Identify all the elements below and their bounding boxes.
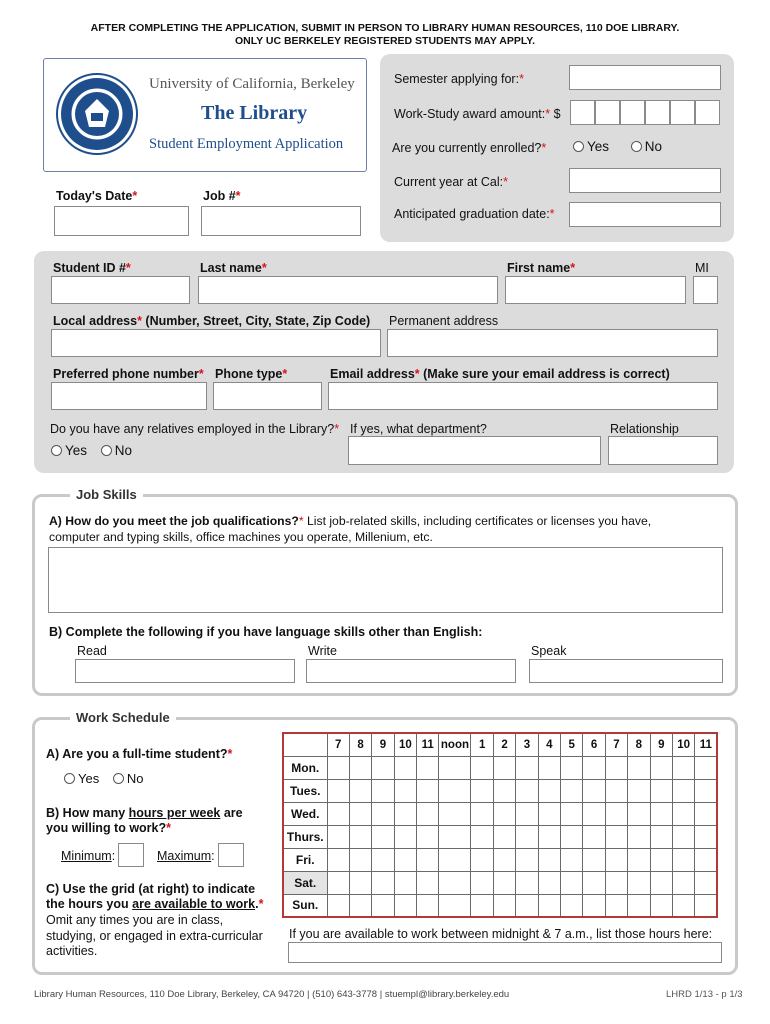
relatives-no-radio[interactable]: No <box>101 443 132 458</box>
hours-per-week-question: B) How many hours per week are <box>46 806 243 820</box>
full-time-radio-group <box>64 771 153 786</box>
current-year-field[interactable] <box>569 168 721 193</box>
todays-date-label: Today's Date* <box>56 189 138 203</box>
submission-banner <box>0 22 770 48</box>
availability-cell[interactable] <box>605 779 627 802</box>
availability-cell[interactable] <box>349 779 371 802</box>
footer-address: Library Human Resources, 110 Doe Library, Berkeley, CA 94720 | (510) 643-3778 | stuempl@library.berkeley.edu <box>34 989 510 1000</box>
semester-field[interactable] <box>569 65 721 90</box>
availability-cell[interactable] <box>439 871 471 894</box>
grid-day-row <box>283 871 717 894</box>
grid-hour-header: noon <box>439 733 471 756</box>
first-name-field[interactable] <box>505 276 686 304</box>
full-time-no-radio[interactable]: No <box>113 771 144 786</box>
availability-cell[interactable] <box>695 756 717 779</box>
grid-hour-header: 11 <box>417 733 439 756</box>
availability-cell[interactable] <box>695 848 717 871</box>
availability-cell[interactable] <box>327 756 349 779</box>
availability-cell[interactable] <box>583 756 605 779</box>
todays-date-field[interactable] <box>54 206 189 236</box>
availability-cell[interactable] <box>417 825 439 848</box>
last-name-label: Last name* <box>200 261 267 275</box>
availability-cell[interactable] <box>394 756 416 779</box>
availability-cell[interactable] <box>327 825 349 848</box>
minimum-label: Minimum: <box>61 849 116 863</box>
availability-cell[interactable] <box>372 894 394 917</box>
grid-hour-header: 2 <box>493 733 515 756</box>
grid-day-row <box>283 779 717 802</box>
availability-cell[interactable] <box>394 871 416 894</box>
enrolled-no-radio[interactable]: No <box>631 139 662 154</box>
qualifications-field[interactable] <box>48 547 723 613</box>
qualifications-question: A) How do you meet the job qualifications?* List job-related skills, including certificates or licenses you have, <box>49 514 652 528</box>
availability-cell[interactable] <box>327 871 349 894</box>
availability-cell[interactable] <box>439 802 471 825</box>
grid-day-row <box>283 848 717 871</box>
availability-cell[interactable] <box>695 894 717 917</box>
availability-cell[interactable] <box>349 802 371 825</box>
availability-cell[interactable] <box>417 871 439 894</box>
availability-cell[interactable] <box>394 848 416 871</box>
phone-label: Preferred phone number* <box>53 367 204 381</box>
local-address-field[interactable] <box>51 329 381 357</box>
availability-cell[interactable] <box>327 802 349 825</box>
availability-cell[interactable] <box>672 848 694 871</box>
form-title: Student Employment Application <box>149 136 344 152</box>
availability-cell[interactable] <box>650 779 672 802</box>
availability-cell[interactable] <box>327 848 349 871</box>
availability-cell[interactable] <box>650 871 672 894</box>
availability-cell[interactable] <box>561 756 583 779</box>
availability-cell[interactable] <box>650 802 672 825</box>
award-digit-1[interactable] <box>570 100 595 125</box>
grid-hour-header: 7 <box>605 733 627 756</box>
first-name-label: First name* <box>507 261 576 275</box>
availability-cell[interactable] <box>605 848 627 871</box>
local-address-label: Local address* (Number, Street, City, State, Zip Code) <box>53 314 371 328</box>
relatives-yes-radio[interactable]: Yes <box>51 443 87 458</box>
availability-cell[interactable] <box>605 894 627 917</box>
grid-hour-header: 8 <box>628 733 650 756</box>
availability-cell[interactable] <box>471 802 493 825</box>
email-label: Email address* (Make sure your email address is correct) <box>330 367 670 381</box>
speak-field[interactable] <box>529 659 723 683</box>
mi-label: MI <box>695 261 709 275</box>
grid-corner-cell <box>283 733 327 756</box>
grid-hour-header: 10 <box>394 733 416 756</box>
grid-day-label: Sat. <box>283 871 327 894</box>
availability-cell[interactable] <box>471 871 493 894</box>
availability-cell[interactable] <box>417 779 439 802</box>
availability-cell[interactable] <box>493 756 515 779</box>
read-field[interactable] <box>75 659 295 683</box>
availability-cell[interactable] <box>561 848 583 871</box>
availability-cell[interactable] <box>538 779 560 802</box>
speak-label: Speak <box>531 644 567 658</box>
footer-form-code: LHRD 1/13 - p 1/3 <box>666 989 743 1000</box>
grid-hour-header: 4 <box>538 733 560 756</box>
grid-day-row <box>283 825 717 848</box>
award-digit-2[interactable] <box>595 100 620 125</box>
availability-cell[interactable] <box>417 848 439 871</box>
availability-cell[interactable] <box>493 825 515 848</box>
permanent-address-label: Permanent address <box>389 314 499 328</box>
availability-cell[interactable] <box>538 756 560 779</box>
availability-cell[interactable] <box>493 848 515 871</box>
language-question: B) Complete the following if you have language skills other than English: <box>49 625 483 639</box>
availability-cell[interactable] <box>561 779 583 802</box>
work-schedule-title: Work Schedule <box>70 710 176 725</box>
grid-hour-header: 8 <box>349 733 371 756</box>
availability-cell[interactable] <box>628 848 650 871</box>
availability-cell[interactable] <box>394 825 416 848</box>
job-number-field[interactable] <box>201 206 361 236</box>
job-skills-title: Job Skills <box>70 487 143 502</box>
availability-cell[interactable] <box>372 825 394 848</box>
enrolled-radio-group <box>573 139 672 154</box>
availability-cell[interactable] <box>605 871 627 894</box>
phone-type-field[interactable] <box>213 382 322 410</box>
availability-cell[interactable] <box>349 825 371 848</box>
availability-cell[interactable] <box>394 779 416 802</box>
grid-hour-header: 9 <box>650 733 672 756</box>
grid-header-row <box>283 733 717 756</box>
maximum-hours-field[interactable] <box>218 843 244 867</box>
availability-cell[interactable] <box>349 871 371 894</box>
availability-cell[interactable] <box>327 894 349 917</box>
phone-type-label: Phone type* <box>215 367 288 381</box>
availability-cell[interactable] <box>538 894 560 917</box>
availability-cell[interactable] <box>561 802 583 825</box>
logo-card <box>43 58 367 172</box>
grid-day-row <box>283 894 717 917</box>
availability-cell[interactable] <box>583 894 605 917</box>
grid-day-label: Wed. <box>283 802 327 825</box>
relatives-radio-group <box>51 443 142 458</box>
availability-cell[interactable] <box>471 825 493 848</box>
relationship-field[interactable] <box>608 436 718 465</box>
availability-cell[interactable] <box>695 825 717 848</box>
grid-day-label: Mon. <box>283 756 327 779</box>
availability-cell[interactable] <box>628 779 650 802</box>
availability-cell[interactable] <box>516 848 538 871</box>
current-year-label: Current year at Cal:* <box>394 175 508 189</box>
availability-cell[interactable] <box>583 802 605 825</box>
availability-cell[interactable] <box>672 756 694 779</box>
availability-cell[interactable] <box>695 871 717 894</box>
availability-cell[interactable] <box>650 756 672 779</box>
availability-grid <box>282 732 718 918</box>
grid-instruction-line4: studying, or engaged in extra-curricular <box>46 929 263 943</box>
availability-cell[interactable] <box>327 779 349 802</box>
university-name: University of California, Berkeley <box>149 76 355 92</box>
availability-cell[interactable] <box>605 756 627 779</box>
full-time-question: A) Are you a full-time student?* <box>46 747 233 761</box>
availability-cell[interactable] <box>561 894 583 917</box>
availability-cell[interactable] <box>471 779 493 802</box>
availability-cell[interactable] <box>349 848 371 871</box>
grid-instruction-line2: the hours you are available to work.* <box>46 897 264 911</box>
write-label: Write <box>308 644 337 658</box>
enrolled-yes-radio[interactable]: Yes <box>573 139 609 154</box>
grid-day-label: Tues. <box>283 779 327 802</box>
availability-cell[interactable] <box>349 894 371 917</box>
availability-cell[interactable] <box>695 779 717 802</box>
availability-cell[interactable] <box>650 825 672 848</box>
email-field[interactable] <box>328 382 718 410</box>
availability-cell[interactable] <box>372 802 394 825</box>
grid-day-label: Fri. <box>283 848 327 871</box>
grid-day-label: Thurs. <box>283 825 327 848</box>
availability-cell[interactable] <box>493 894 515 917</box>
grid-day-row <box>283 756 717 779</box>
availability-cell[interactable] <box>672 871 694 894</box>
availability-cell[interactable] <box>372 848 394 871</box>
availability-cell[interactable] <box>628 894 650 917</box>
grid-instruction-line3: Omit any times you are in class, <box>46 913 224 927</box>
availability-cell[interactable] <box>493 802 515 825</box>
student-id-field[interactable] <box>51 276 190 304</box>
mi-field[interactable] <box>693 276 718 304</box>
job-number-label: Job #* <box>203 189 241 203</box>
availability-cell[interactable] <box>516 894 538 917</box>
availability-cell[interactable] <box>439 825 471 848</box>
availability-cell[interactable] <box>471 756 493 779</box>
availability-cell[interactable] <box>583 871 605 894</box>
availability-cell[interactable] <box>417 894 439 917</box>
grid-instruction-line5: activities. <box>46 944 98 958</box>
availability-cell[interactable] <box>583 825 605 848</box>
write-field[interactable] <box>306 659 516 683</box>
availability-cell[interactable] <box>583 779 605 802</box>
availability-cell[interactable] <box>628 802 650 825</box>
availability-cell[interactable] <box>628 871 650 894</box>
availability-cell[interactable] <box>417 802 439 825</box>
availability-cell[interactable] <box>561 825 583 848</box>
full-time-yes-radio[interactable]: Yes <box>64 771 99 786</box>
availability-cell[interactable] <box>493 779 515 802</box>
availability-cell[interactable] <box>538 871 560 894</box>
availability-cell[interactable] <box>561 871 583 894</box>
availability-cell[interactable] <box>628 825 650 848</box>
relatives-label: Do you have any relatives employed in the Library?* <box>50 422 340 436</box>
availability-cell[interactable] <box>538 848 560 871</box>
availability-cell[interactable] <box>672 894 694 917</box>
department-field[interactable] <box>348 436 601 465</box>
availability-cell[interactable] <box>538 825 560 848</box>
grid-hour-header: 5 <box>561 733 583 756</box>
award-digit-4[interactable] <box>645 100 670 125</box>
relationship-label: Relationship <box>610 422 679 436</box>
qualifications-question-line2: computer and typing skills, office machines you operate, Millenium, etc. <box>49 530 433 544</box>
availability-cell[interactable] <box>516 802 538 825</box>
grid-hour-header: 1 <box>471 733 493 756</box>
availability-cell[interactable] <box>628 756 650 779</box>
availability-cell[interactable] <box>672 779 694 802</box>
availability-cell[interactable] <box>493 871 515 894</box>
availability-cell[interactable] <box>439 779 471 802</box>
library-title: The Library <box>201 102 308 124</box>
availability-cell[interactable] <box>372 779 394 802</box>
banner-line-1: AFTER COMPLETING THE APPLICATION, SUBMIT IN PERSON TO LIBRARY HUMAN RESOURCES, 110 DOE LIBRARY. <box>90 22 680 34</box>
award-label: Work-Study award amount:* $ <box>394 107 561 121</box>
availability-cell[interactable] <box>439 848 471 871</box>
phone-field[interactable] <box>51 382 207 410</box>
graduation-date-label: Anticipated graduation date:* <box>394 207 555 221</box>
minimum-hours-field[interactable] <box>118 843 144 867</box>
enrolled-label: Are you currently enrolled?* <box>392 141 547 155</box>
award-digit-6[interactable] <box>695 100 720 125</box>
availability-cell[interactable] <box>439 894 471 917</box>
student-id-label: Student ID #* <box>53 261 131 275</box>
availability-cell[interactable] <box>417 756 439 779</box>
availability-cell[interactable] <box>650 894 672 917</box>
grid-day-row <box>283 802 717 825</box>
availability-cell[interactable] <box>516 756 538 779</box>
grid-hour-header: 3 <box>516 733 538 756</box>
availability-cell[interactable] <box>516 779 538 802</box>
availability-cell[interactable] <box>583 848 605 871</box>
availability-cell[interactable] <box>605 825 627 848</box>
grid-hour-header: 7 <box>327 733 349 756</box>
midnight-hours-field[interactable] <box>288 942 722 963</box>
availability-cell[interactable] <box>372 756 394 779</box>
uc-seal-icon <box>56 73 138 155</box>
availability-cell[interactable] <box>538 802 560 825</box>
grid-instruction-line1: C) Use the grid (at right) to indicate <box>46 882 256 896</box>
availability-cell[interactable] <box>672 825 694 848</box>
availability-cell[interactable] <box>471 894 493 917</box>
availability-cell[interactable] <box>439 756 471 779</box>
availability-cell[interactable] <box>695 802 717 825</box>
midnight-hours-label: If you are available to work between midnight & 7 a.m., list those hours here: <box>289 927 713 941</box>
read-label: Read <box>77 644 107 658</box>
availability-cell[interactable] <box>672 802 694 825</box>
availability-cell[interactable] <box>394 894 416 917</box>
grid-day-label: Sun. <box>283 894 327 917</box>
grid-hour-header: 11 <box>695 733 717 756</box>
maximum-label: Maximum: <box>157 849 215 863</box>
graduation-date-field[interactable] <box>569 202 721 227</box>
availability-cell[interactable] <box>394 802 416 825</box>
availability-cell[interactable] <box>471 848 493 871</box>
availability-cell[interactable] <box>650 848 672 871</box>
department-label: If yes, what department? <box>350 422 487 436</box>
award-digit-5[interactable] <box>670 100 695 125</box>
availability-cell[interactable] <box>516 871 538 894</box>
permanent-address-field[interactable] <box>387 329 718 357</box>
award-digit-3[interactable] <box>620 100 645 125</box>
banner-line-2: ONLY UC BERKELEY REGISTERED STUDENTS MAY APPLY. <box>234 35 536 47</box>
availability-cell[interactable] <box>516 825 538 848</box>
grid-hour-header: 6 <box>583 733 605 756</box>
hours-per-week-question-line2: you willing to work?* <box>46 821 172 835</box>
availability-cell[interactable] <box>349 756 371 779</box>
semester-label: Semester applying for:* <box>394 72 524 86</box>
last-name-field[interactable] <box>198 276 498 304</box>
grid-hour-header: 10 <box>672 733 694 756</box>
availability-cell[interactable] <box>605 802 627 825</box>
grid-hour-header: 9 <box>372 733 394 756</box>
availability-cell[interactable] <box>372 871 394 894</box>
